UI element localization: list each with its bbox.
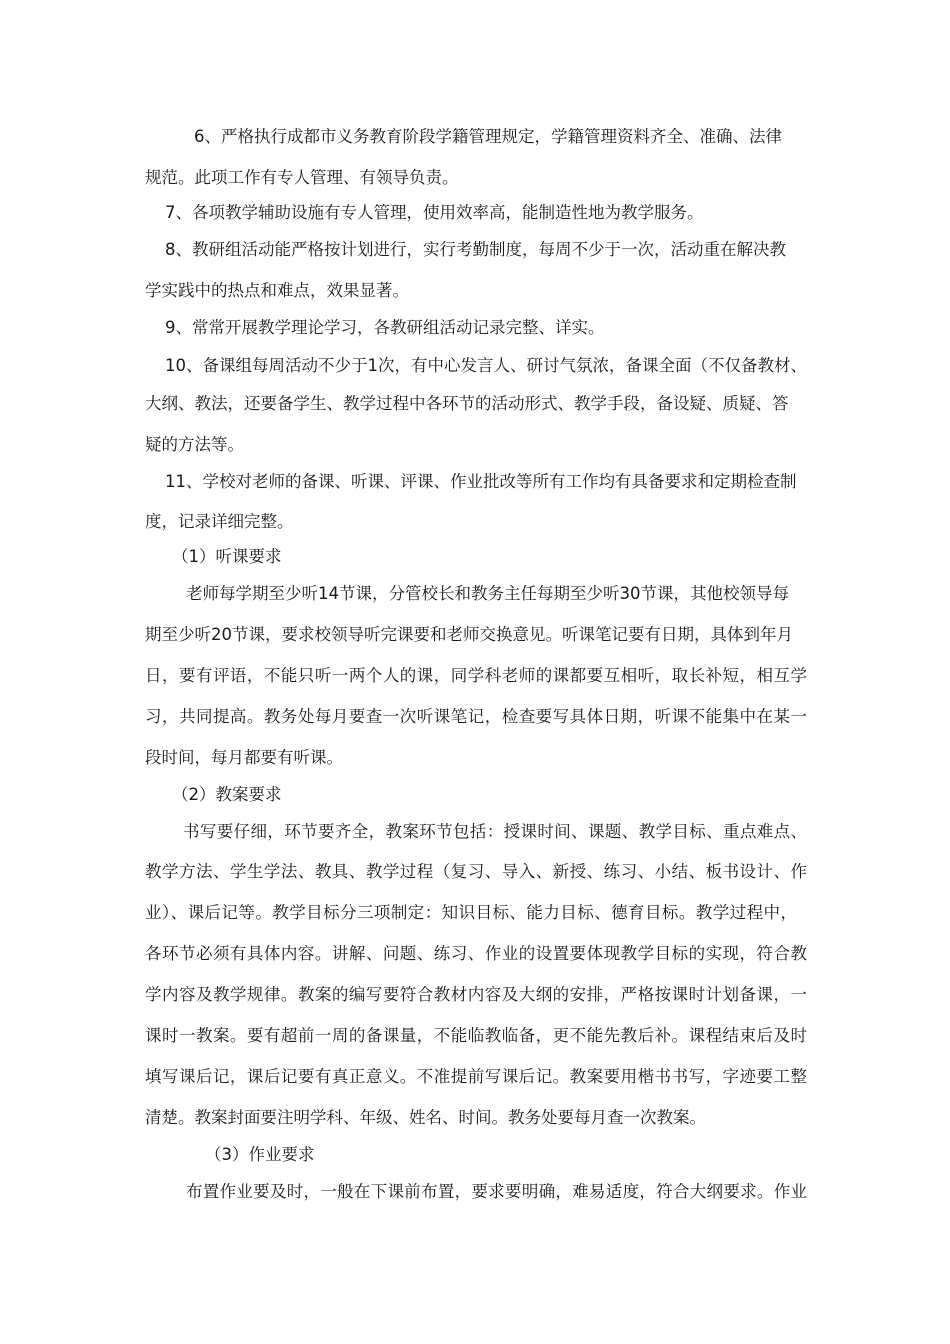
text-line: 9、常常开展教学理论学习，各教研组活动记录完整、详实。 [165, 318, 605, 337]
text-line: 规范。此项工作有专人管理、有领导负责。 [145, 168, 459, 187]
text-line: 8、教研组活动能严格按计划进行，实行考勤制度，每周不少于一次，活动重在解决教 [165, 240, 786, 259]
text-line: 习，共同提高。教务处每月要查一次听课笔记，检查要写具体日期，听课不能集中在某一 [145, 707, 807, 726]
text-line: 课时一教案。要有超前一周的备课量，不能临教临备，更不能先教后补。课程结束后及时 [145, 1026, 807, 1045]
section-heading: （3）作业要求 [205, 1145, 315, 1164]
section-heading: （1）听课要求 [172, 547, 282, 566]
text-line: 10、备课组每周活动不少于1次，有中心发言人、研讨气氛浓，备课全面（不仅备教材、 [165, 356, 807, 375]
text-line justified: 期至少听20节课，要求校领导听完课要和老师交换意见。听课笔记要有日期，具体到年月 [145, 625, 793, 644]
text-line: 各环节必须有具体内容。讲解、问题、练习、作业的设置要体现教学目标的实现，符合教 [145, 944, 807, 963]
text-line: 教学方法、学生学法、教具、教学过程（复习、导入、新授、练习、小结、板书设计、作 [145, 862, 807, 881]
text-line: 业）、课后记等。教学目标分三项制定：知识目标、能力目标、德育目标。教学过程中， [145, 903, 797, 922]
text-line: 7、各项教学辅助设施有专人管理，使用效率高，能制造性地为教学服务。 [165, 203, 704, 222]
text-line: 学内容及教学规律。教案的编写要符合教材内容及大纲的安排，严格按课时计划备课，一 [145, 985, 807, 1004]
text-line: 清楚。教案封面要注明学科、年级、姓名、时间。教务处要每月查一次教案。 [145, 1108, 706, 1127]
text-line: 6、严格执行成都市义务教育阶段学籍管理规定，学籍管理资料齐全、准确、法律 [194, 127, 782, 146]
text-line: 11、学校对老师的备课、听课、评课、作业批改等所有工作均有具备要求和定期检查制 [165, 472, 797, 491]
text-line: 疑的方法等。 [145, 435, 244, 454]
text-line: 填写课后记，课后记要有真正意义。不准提前写课后记。教案要用楷书书写，字迹要工整 [145, 1067, 807, 1086]
text-line: 老师每学期至少听14节课，分管校长和教务主任每期至少听30节课，其他校领导每 [186, 584, 789, 603]
text-line: 布置作业要及时，一般在下课前布置，要求要明确，难易适度，符合大纲要求。作业 [186, 1182, 807, 1201]
text-line: 段时间，每月都要有听课。 [145, 748, 343, 767]
text-line: 日，要有评语，不能只听一两个人的课，同学科老师的课都要互相听，取长补短，相互学 [145, 666, 807, 685]
text-line: 书写要仔细，环节要齐全，教案环节包括：授课时间、课题、教学目标、重点难点、 [183, 822, 807, 841]
text-line: 大纲、教法，还要备学生、教学过程中各环节的活动形式、教学手段，备设疑、质疑、答 [145, 394, 789, 413]
section-heading: （2）教案要求 [172, 785, 282, 804]
text-line: 学实践中的热点和难点，效果显著。 [145, 281, 409, 300]
text-line: 度，记录详细完整。 [145, 512, 294, 531]
